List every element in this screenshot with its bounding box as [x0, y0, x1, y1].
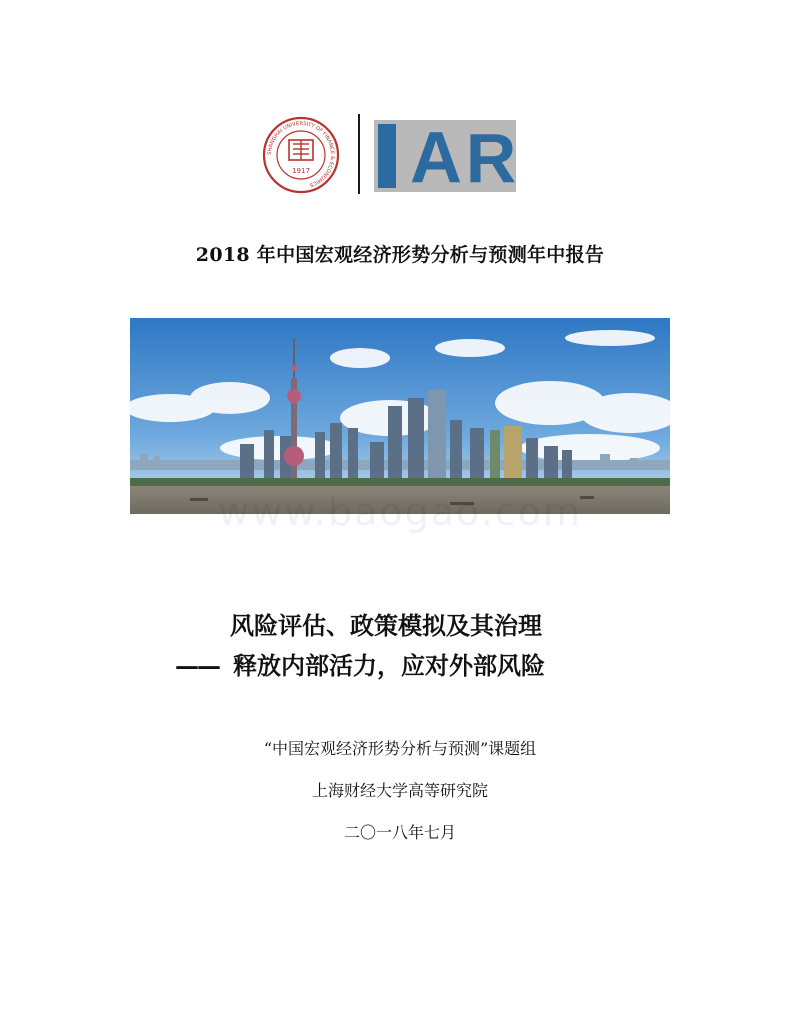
- seal-text: SHANGHAI UNIVERSITY OF FINANCE & ECONOMICS: [266, 120, 336, 188]
- logo-divider: [358, 114, 360, 194]
- institute-name: 上海财经大学高等研究院: [311, 781, 488, 800]
- main-title: 风险评估、政策模拟及其治理: [230, 611, 542, 640]
- iar-brand-logo: [374, 120, 516, 192]
- watermark-text: www.baogao.com: [218, 490, 582, 534]
- research-group: “中国宏观经济形势分析与预测”课题组: [263, 739, 537, 758]
- seal-year: 1917: [292, 167, 310, 175]
- report-title: 2018 年中国宏观经济形势分析与预测年中报告: [195, 244, 605, 266]
- iar-letter-a: A: [410, 120, 462, 192]
- sub-title-dash: ——: [175, 651, 219, 680]
- sub-title: [175, 646, 545, 681]
- publish-date: 二〇一八年七月: [343, 823, 456, 842]
- header-logos: [262, 112, 518, 196]
- shanghai-skyline-photo: [130, 318, 670, 514]
- university-seal-logo: [262, 112, 340, 196]
- iar-letter-r: R: [465, 120, 516, 192]
- sub-title-text: 释放内部活力，应对外部风险: [233, 651, 545, 680]
